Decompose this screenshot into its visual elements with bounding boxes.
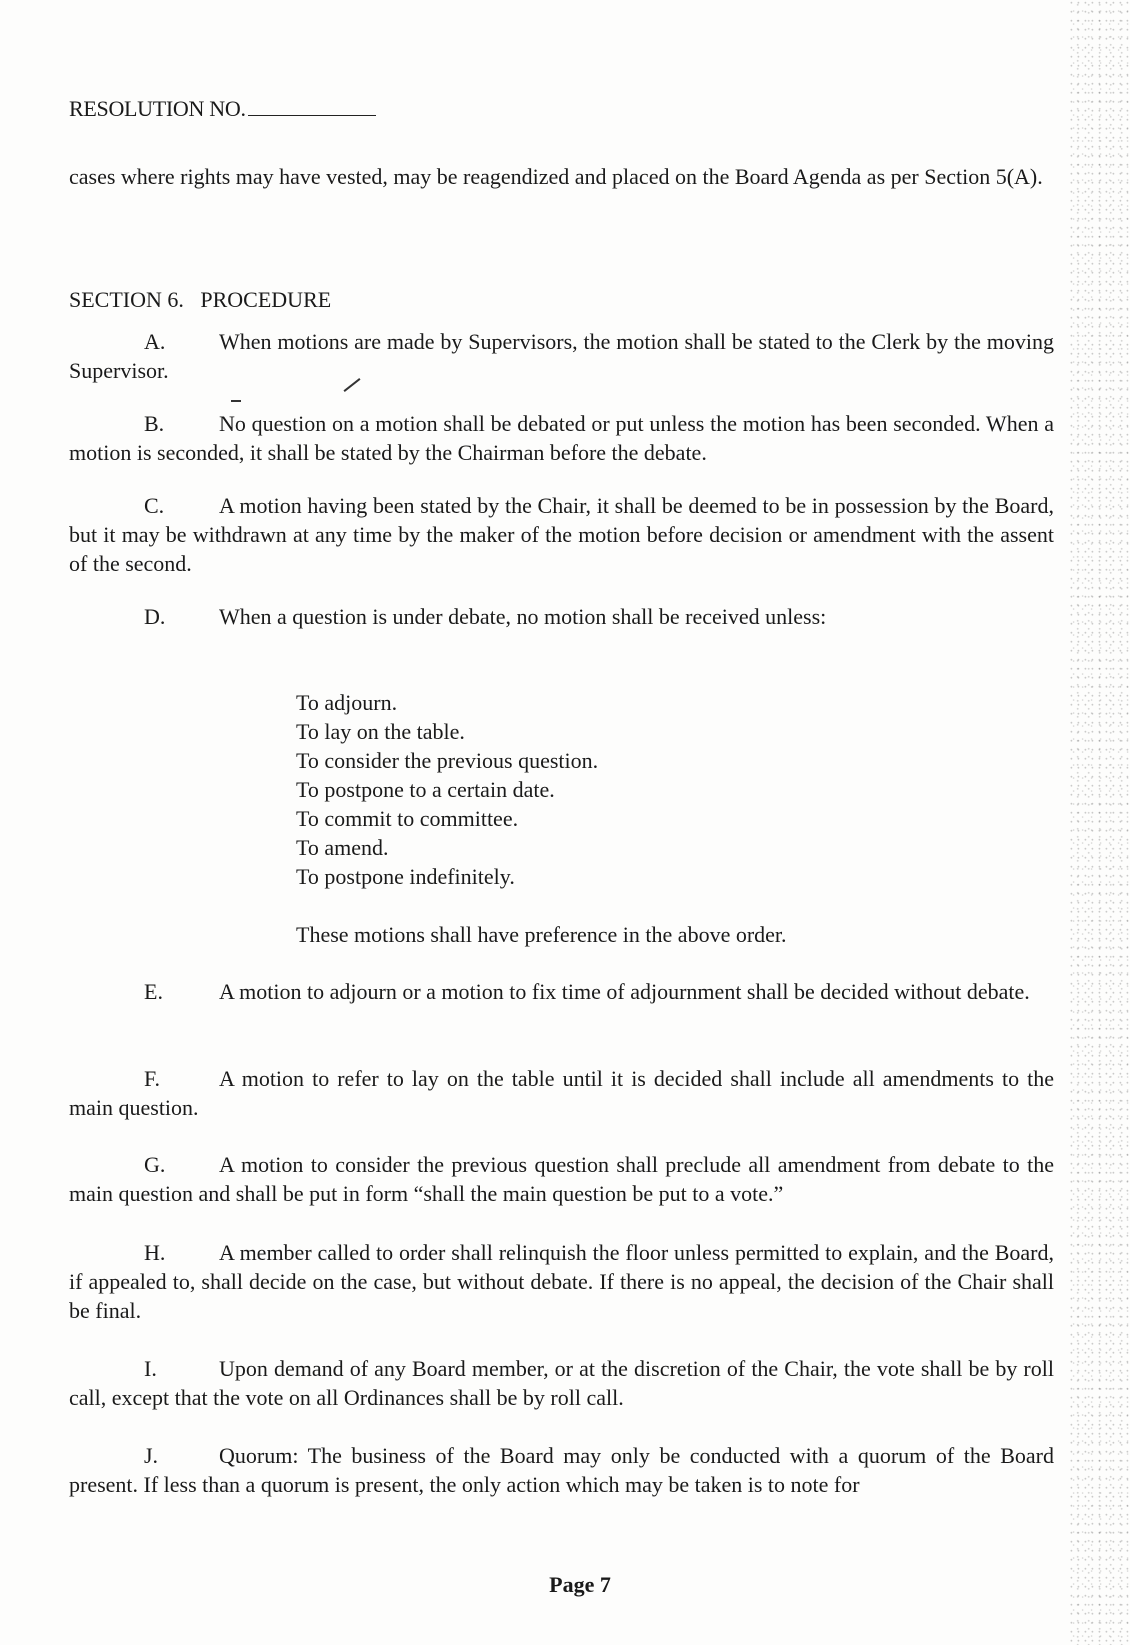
resolution-number-blank [248,99,376,116]
paragraph-label: B. [144,411,165,436]
paragraph-text: No question on a motion shall be debated or put unless the motion has been seconded. When a motion is seconded, it shall be stated by the Chairman before the debate. [69,411,1054,465]
paragraph-text: Upon demand of any Board member, or at the discretion of the Chair, the vote shall be by roll call, except that the vote on all Ordinances shall be by roll call. [69,1356,1054,1410]
paragraph-d [69,602,1054,631]
scan-edge-noise [1070,0,1130,1645]
list-item: To postpone indefinitely. [296,864,515,889]
paragraph-label: E. [144,979,163,1004]
paragraph-text: When motions are made by Supervisors, the motion shall be stated to the Clerk by the moving Supervisor. [69,329,1054,383]
paragraph-j [69,1441,1054,1499]
paragraph-text: A member called to order shall relinquish the floor unless permitted to explain, and the Board, if appealed to, shall decide on the case, but without debate. If there is no appeal, the decision of the Chair shall be final. [69,1240,1054,1323]
section-title: SECTION 6. PROCEDURE [69,287,332,312]
list-item: To postpone to a certain date. [296,777,555,802]
paragraph-label: F. [144,1066,160,1091]
paragraph-label: I. [144,1356,157,1381]
paragraph-h [69,1238,1054,1325]
list-item: To adjourn. [296,690,398,715]
intro-paragraph [69,162,1054,191]
paragraph-label: H. [144,1240,166,1265]
paragraph-text: A motion to adjourn or a motion to fix time of adjournment shall be decided without debate. [219,979,1030,1004]
paragraph-i [69,1354,1054,1412]
list-item: To lay on the table. [296,719,465,744]
paragraph-text: A motion to refer to lay on the table until it is decided shall include all amendments to the main question. [69,1066,1054,1120]
paragraph-text: A motion having been stated by the Chair, it shall be deemed to be in possession by the Board, but it may be withdrawn at any time by the maker of the motion before decision or amendment with the assent of the second. [69,493,1054,576]
paragraph-e [69,977,1054,1006]
paragraph-label: J. [144,1443,159,1468]
pen-mark [231,400,241,402]
paragraph-g [69,1150,1054,1208]
list-item: To consider the previous question. [296,748,599,773]
page-number: Page 7 [549,1572,611,1597]
paragraph-text: When a question is under debate, no motion shall be received unless: [219,604,827,629]
paragraph-label: A. [144,329,166,354]
list-item: To commit to committee. [296,806,519,831]
paragraph-b [69,409,1054,467]
paragraph-f [69,1064,1054,1122]
paragraph-text: Quorum: The business of the Board may only be conducted with a quorum of the Board present. If less than a quorum is present, the only action which may be taken is to note for [69,1443,1054,1497]
resolution-label: RESOLUTION NO. [69,96,246,121]
paragraph-text: A motion to consider the previous question shall preclude all amendment from debate to the main question and shall be put in form “shall the main question be put to a vote.” [69,1152,1054,1206]
list-item: To amend. [296,835,389,860]
resolution-header [69,96,376,122]
paragraph-label: G. [144,1152,166,1177]
motions-list [296,688,598,891]
paragraph-c [69,491,1054,578]
paragraph-a [69,327,1054,385]
paragraph-label: C. [144,493,165,518]
intro-text: cases where rights may have vested, may be reagendized and placed on the Board Agenda as per Section 5(A). [69,164,1043,189]
paragraph-label: D. [144,604,166,629]
list-note: These motions shall have preference in the above order. [296,922,787,947]
